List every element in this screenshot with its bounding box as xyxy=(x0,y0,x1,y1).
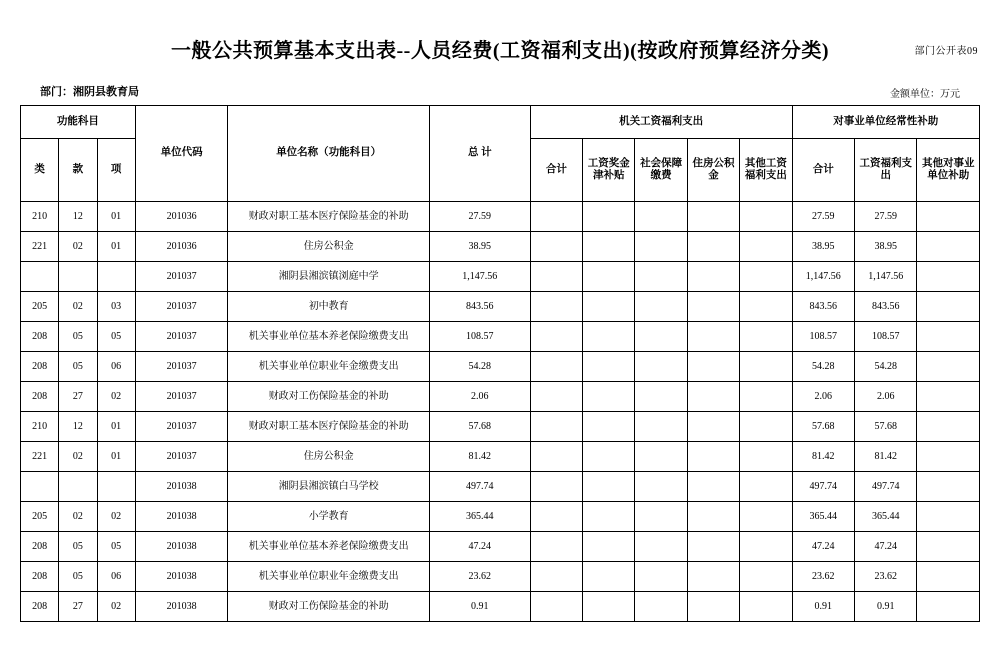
cell-unit-code: 201038 xyxy=(135,472,228,502)
cell-total: 47.24 xyxy=(429,532,530,562)
cell-org-other xyxy=(740,502,792,532)
cell-total: 23.62 xyxy=(429,562,530,592)
cell-inst-salary: 843.56 xyxy=(855,292,917,322)
cell-kuan: 02 xyxy=(59,442,97,472)
cell-lei: 208 xyxy=(21,352,59,382)
table-body xyxy=(21,202,980,622)
cell-inst-total: 23.62 xyxy=(792,562,854,592)
cell-unit-code: 201037 xyxy=(135,322,228,352)
cell-unit-name: 初中教育 xyxy=(228,292,429,322)
cell-org-bonus xyxy=(583,202,635,232)
header-unit-name: 单位名称（功能科目） xyxy=(228,106,429,202)
cell-inst-total: 47.24 xyxy=(792,532,854,562)
header-org-social: 社会保障缴费 xyxy=(635,139,687,202)
cell-unit-code: 201036 xyxy=(135,202,228,232)
cell-unit-code: 201038 xyxy=(135,502,228,532)
table-row xyxy=(21,592,980,622)
cell-org-bonus xyxy=(583,412,635,442)
table-row xyxy=(21,562,980,592)
table-row xyxy=(21,232,980,262)
cell-inst-other xyxy=(917,502,980,532)
cell-lei: 208 xyxy=(21,322,59,352)
budget-table xyxy=(20,105,980,622)
cell-total: 81.42 xyxy=(429,442,530,472)
cell-unit-name: 财政对职工基本医疗保险基金的补助 xyxy=(228,412,429,442)
header-org-other: 其他工资福利支出 xyxy=(740,139,792,202)
cell-inst-other xyxy=(917,382,980,412)
cell-unit-name: 住房公积金 xyxy=(228,442,429,472)
cell-org-social xyxy=(635,232,687,262)
cell-org-housing xyxy=(687,502,739,532)
cell-kuan: 05 xyxy=(59,322,97,352)
table-row xyxy=(21,442,980,472)
cell-inst-total: 108.57 xyxy=(792,322,854,352)
cell-inst-total: 54.28 xyxy=(792,352,854,382)
cell-org-social xyxy=(635,442,687,472)
cell-kuan: 05 xyxy=(59,532,97,562)
cell-org-other xyxy=(740,382,792,412)
cell-lei: 210 xyxy=(21,202,59,232)
table-row xyxy=(21,352,980,382)
table-row xyxy=(21,502,980,532)
cell-unit-name: 财政对工伤保险基金的补助 xyxy=(228,592,429,622)
cell-lei xyxy=(21,472,59,502)
header-group-org: 机关工资福利支出 xyxy=(530,106,792,139)
cell-org-housing xyxy=(687,202,739,232)
table-row xyxy=(21,292,980,322)
cell-kuan: 05 xyxy=(59,562,97,592)
cell-xiang: 02 xyxy=(97,502,135,532)
header-kuan: 款 xyxy=(59,139,97,202)
cell-total: 27.59 xyxy=(429,202,530,232)
cell-org-housing xyxy=(687,412,739,442)
cell-inst-total: 0.91 xyxy=(792,592,854,622)
cell-kuan: 12 xyxy=(59,202,97,232)
cell-org-housing xyxy=(687,352,739,382)
table-row xyxy=(21,322,980,352)
cell-org-housing xyxy=(687,472,739,502)
header-total: 总 计 xyxy=(429,106,530,202)
cell-org-bonus xyxy=(583,562,635,592)
cell-inst-total: 1,147.56 xyxy=(792,262,854,292)
cell-org-total xyxy=(530,202,582,232)
cell-inst-salary: 38.95 xyxy=(855,232,917,262)
cell-inst-total: 57.68 xyxy=(792,412,854,442)
cell-org-total xyxy=(530,412,582,442)
cell-kuan: 02 xyxy=(59,502,97,532)
cell-org-housing xyxy=(687,562,739,592)
cell-org-social xyxy=(635,412,687,442)
table-row xyxy=(21,412,980,442)
cell-xiang: 06 xyxy=(97,352,135,382)
header-lei: 类 xyxy=(21,139,59,202)
header-inst-total: 合计 xyxy=(792,139,854,202)
cell-lei: 221 xyxy=(21,442,59,472)
cell-org-other xyxy=(740,322,792,352)
cell-org-other xyxy=(740,592,792,622)
cell-inst-salary: 1,147.56 xyxy=(855,262,917,292)
cell-org-social xyxy=(635,502,687,532)
cell-inst-other xyxy=(917,232,980,262)
cell-inst-other xyxy=(917,532,980,562)
cell-inst-total: 843.56 xyxy=(792,292,854,322)
cell-org-other xyxy=(740,232,792,262)
cell-inst-total: 81.42 xyxy=(792,442,854,472)
cell-org-bonus xyxy=(583,352,635,382)
cell-lei: 208 xyxy=(21,562,59,592)
table-row xyxy=(21,382,980,412)
cell-unit-code: 201036 xyxy=(135,232,228,262)
cell-xiang: 02 xyxy=(97,382,135,412)
cell-unit-code: 201037 xyxy=(135,382,228,412)
cell-inst-total: 38.95 xyxy=(792,232,854,262)
amount-unit-label: 金额单位：万元 xyxy=(890,89,960,100)
cell-inst-other xyxy=(917,202,980,232)
cell-inst-salary: 54.28 xyxy=(855,352,917,382)
header-inst-salary: 工资福利支出 xyxy=(855,139,917,202)
cell-total: 365.44 xyxy=(429,502,530,532)
cell-inst-salary: 2.06 xyxy=(855,382,917,412)
cell-org-total xyxy=(530,532,582,562)
header-org-housing: 住房公积金 xyxy=(687,139,739,202)
cell-org-social xyxy=(635,532,687,562)
cell-kuan: 12 xyxy=(59,412,97,442)
cell-unit-name: 机关事业单位基本养老保险缴费支出 xyxy=(228,322,429,352)
cell-org-housing xyxy=(687,532,739,562)
cell-org-other xyxy=(740,562,792,592)
cell-unit-name: 小学教育 xyxy=(228,502,429,532)
department-label: 部门：湘阴县教育局 xyxy=(40,86,139,98)
cell-unit-code: 201037 xyxy=(135,442,228,472)
table-row xyxy=(21,262,980,292)
table-header xyxy=(21,106,980,202)
cell-inst-total: 365.44 xyxy=(792,502,854,532)
cell-xiang: 01 xyxy=(97,442,135,472)
cell-org-total xyxy=(530,322,582,352)
cell-org-bonus xyxy=(583,232,635,262)
cell-kuan: 02 xyxy=(59,232,97,262)
cell-org-social xyxy=(635,292,687,322)
cell-lei: 205 xyxy=(21,292,59,322)
cell-org-total xyxy=(530,262,582,292)
cell-unit-name: 财政对工伤保险基金的补助 xyxy=(228,382,429,412)
cell-unit-code: 201037 xyxy=(135,412,228,442)
cell-org-housing xyxy=(687,232,739,262)
cell-total: 2.06 xyxy=(429,382,530,412)
cell-lei: 205 xyxy=(21,502,59,532)
cell-xiang: 01 xyxy=(97,232,135,262)
cell-org-social xyxy=(635,382,687,412)
cell-org-total xyxy=(530,382,582,412)
cell-unit-code: 201037 xyxy=(135,292,228,322)
cell-org-bonus xyxy=(583,532,635,562)
cell-org-other xyxy=(740,472,792,502)
cell-total: 108.57 xyxy=(429,322,530,352)
cell-org-total xyxy=(530,442,582,472)
cell-org-bonus xyxy=(583,472,635,502)
cell-xiang: 05 xyxy=(97,322,135,352)
cell-inst-other xyxy=(917,262,980,292)
cell-org-social xyxy=(635,352,687,382)
cell-org-bonus xyxy=(583,442,635,472)
header-unit-code: 单位代码 xyxy=(135,106,228,202)
cell-inst-total: 2.06 xyxy=(792,382,854,412)
cell-inst-total: 27.59 xyxy=(792,202,854,232)
cell-inst-other xyxy=(917,352,980,382)
cell-inst-other xyxy=(917,292,980,322)
header-func-subject: 功能科目 xyxy=(21,106,136,139)
cell-org-total xyxy=(530,592,582,622)
cell-inst-other xyxy=(917,472,980,502)
cell-total: 1,147.56 xyxy=(429,262,530,292)
cell-org-other xyxy=(740,532,792,562)
cell-kuan xyxy=(59,262,97,292)
cell-total: 54.28 xyxy=(429,352,530,382)
cell-org-other xyxy=(740,202,792,232)
cell-unit-code: 201037 xyxy=(135,262,228,292)
cell-org-total xyxy=(530,472,582,502)
cell-org-social xyxy=(635,262,687,292)
form-number-label: 部门公开表09 xyxy=(914,46,978,57)
cell-org-housing xyxy=(687,442,739,472)
table-row xyxy=(21,532,980,562)
subheader xyxy=(20,83,980,105)
cell-org-other xyxy=(740,412,792,442)
cell-inst-other xyxy=(917,562,980,592)
cell-total: 843.56 xyxy=(429,292,530,322)
cell-kuan: 05 xyxy=(59,352,97,382)
cell-org-total xyxy=(530,562,582,592)
cell-org-housing xyxy=(687,382,739,412)
cell-inst-salary: 0.91 xyxy=(855,592,917,622)
cell-org-total xyxy=(530,292,582,322)
header-group-institution: 对事业单位经常性补助 xyxy=(792,106,979,139)
cell-inst-other xyxy=(917,592,980,622)
cell-xiang: 03 xyxy=(97,292,135,322)
cell-org-bonus xyxy=(583,382,635,412)
cell-org-bonus xyxy=(583,592,635,622)
cell-org-social xyxy=(635,592,687,622)
cell-inst-salary: 365.44 xyxy=(855,502,917,532)
cell-org-other xyxy=(740,442,792,472)
cell-kuan xyxy=(59,472,97,502)
cell-inst-salary: 108.57 xyxy=(855,322,917,352)
cell-xiang: 01 xyxy=(97,202,135,232)
cell-unit-name: 财政对职工基本医疗保险基金的补助 xyxy=(228,202,429,232)
cell-lei: 208 xyxy=(21,592,59,622)
header-org-total: 合计 xyxy=(530,139,582,202)
cell-unit-name: 机关事业单位基本养老保险缴费支出 xyxy=(228,532,429,562)
cell-org-other xyxy=(740,352,792,382)
cell-org-housing xyxy=(687,292,739,322)
header-inst-other: 其他对事业单位补助 xyxy=(917,139,980,202)
cell-org-total xyxy=(530,502,582,532)
cell-unit-name: 湘阴县湘滨镇浏庭中学 xyxy=(228,262,429,292)
cell-xiang xyxy=(97,472,135,502)
cell-lei: 208 xyxy=(21,532,59,562)
cell-unit-code: 201038 xyxy=(135,532,228,562)
cell-xiang: 05 xyxy=(97,532,135,562)
table-row xyxy=(21,472,980,502)
cell-xiang xyxy=(97,262,135,292)
cell-total: 497.74 xyxy=(429,472,530,502)
cell-unit-name: 机关事业单位职业年金缴费支出 xyxy=(228,352,429,382)
cell-org-social xyxy=(635,322,687,352)
cell-total: 38.95 xyxy=(429,232,530,262)
cell-org-housing xyxy=(687,592,739,622)
cell-org-bonus xyxy=(583,502,635,532)
cell-org-housing xyxy=(687,322,739,352)
cell-org-other xyxy=(740,292,792,322)
cell-org-housing xyxy=(687,262,739,292)
cell-xiang: 02 xyxy=(97,592,135,622)
cell-org-total xyxy=(530,352,582,382)
cell-org-bonus xyxy=(583,292,635,322)
cell-lei: 210 xyxy=(21,412,59,442)
cell-org-social xyxy=(635,562,687,592)
cell-inst-total: 497.74 xyxy=(792,472,854,502)
cell-inst-salary: 57.68 xyxy=(855,412,917,442)
cell-lei xyxy=(21,262,59,292)
cell-inst-other xyxy=(917,322,980,352)
cell-org-bonus xyxy=(583,322,635,352)
cell-kuan: 27 xyxy=(59,592,97,622)
cell-xiang: 06 xyxy=(97,562,135,592)
cell-inst-other xyxy=(917,412,980,442)
cell-inst-salary: 81.42 xyxy=(855,442,917,472)
cell-inst-salary: 27.59 xyxy=(855,202,917,232)
cell-unit-name: 湘阴县湘滨镇白马学校 xyxy=(228,472,429,502)
header-xiang: 项 xyxy=(97,139,135,202)
cell-unit-code: 201037 xyxy=(135,352,228,382)
cell-unit-name: 机关事业单位职业年金缴费支出 xyxy=(228,562,429,592)
cell-xiang: 01 xyxy=(97,412,135,442)
cell-unit-code: 201038 xyxy=(135,592,228,622)
cell-kuan: 27 xyxy=(59,382,97,412)
cell-inst-salary: 47.24 xyxy=(855,532,917,562)
cell-total: 57.68 xyxy=(429,412,530,442)
cell-lei: 221 xyxy=(21,232,59,262)
page-title: 一般公共预算基本支出表--人员经费(工资福利支出)(按政府预算经济分类) xyxy=(171,40,829,62)
header-org-bonus: 工资奖金津补贴 xyxy=(583,139,635,202)
cell-org-social xyxy=(635,202,687,232)
cell-lei: 208 xyxy=(21,382,59,412)
cell-org-social xyxy=(635,472,687,502)
table-row xyxy=(21,202,980,232)
cell-unit-code: 201038 xyxy=(135,562,228,592)
document-page xyxy=(0,34,1000,669)
cell-inst-salary: 497.74 xyxy=(855,472,917,502)
cell-org-bonus xyxy=(583,262,635,292)
cell-org-other xyxy=(740,262,792,292)
cell-total: 0.91 xyxy=(429,592,530,622)
cell-unit-name: 住房公积金 xyxy=(228,232,429,262)
cell-org-total xyxy=(530,232,582,262)
cell-kuan: 02 xyxy=(59,292,97,322)
cell-inst-other xyxy=(917,442,980,472)
cell-inst-salary: 23.62 xyxy=(855,562,917,592)
